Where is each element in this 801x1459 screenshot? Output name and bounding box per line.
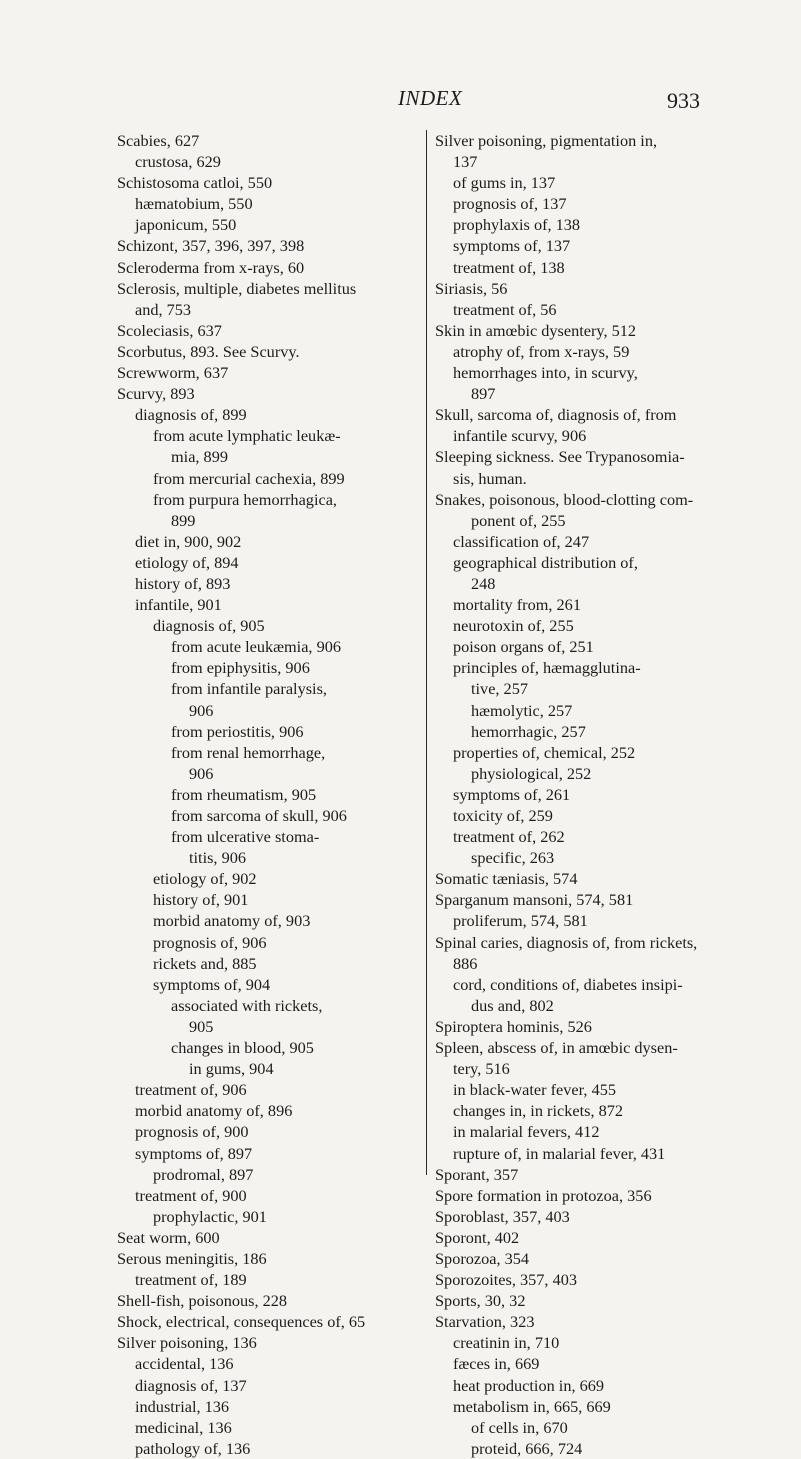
index-entry: Sporant, 357 xyxy=(435,1164,519,1184)
index-entry: Skin in amœbic dysentery, 512 xyxy=(435,320,637,340)
index-entry: 906 xyxy=(189,700,214,720)
index-entry: Sporont, 402 xyxy=(435,1227,520,1247)
index-entry: fæces in, 669 xyxy=(453,1354,540,1374)
index-entry: Sporozoites, 357, 403 xyxy=(435,1270,577,1290)
index-entry: treatment of, 189 xyxy=(135,1270,247,1290)
index-entry: Skull, sarcoma of, diagnosis of, from xyxy=(435,405,677,425)
index-entry: proteid, 666, 724 xyxy=(471,1438,583,1458)
index-entry: poison organs of, 251 xyxy=(453,637,594,657)
index-entry: changes in blood, 905 xyxy=(171,1038,314,1058)
index-entry: 906 xyxy=(189,763,214,783)
index-entry: diagnosis of, 137 xyxy=(135,1375,247,1395)
running-head: INDEX xyxy=(398,86,463,110)
index-entry: Sporoblast, 357, 403 xyxy=(435,1206,570,1226)
index-entry: from sarcoma of skull, 906 xyxy=(171,806,347,825)
index-entry: neurotoxin of, 255 xyxy=(453,616,574,636)
index-entry: atrophy of, from x-rays, 59 xyxy=(453,341,630,361)
page-header xyxy=(0,86,801,116)
index-entry: mia, 899 xyxy=(171,447,228,467)
index-entry: Schistosoma catloi, 550 xyxy=(117,173,273,193)
index-entry: sis, human. xyxy=(453,468,527,488)
index-entry: Silver poisoning, pigmentation in, xyxy=(435,131,658,150)
index-entry: in gums, 904 xyxy=(189,1059,274,1079)
index-entry: from mercurial cachexia, 899 xyxy=(153,468,345,488)
index-entry: principles of, hæmagglutina- xyxy=(453,658,641,678)
index-entry: Scoleciasis, 637 xyxy=(117,320,222,340)
index-entry: dus and, 802 xyxy=(471,995,554,1015)
index-entry: Starvation, 323 xyxy=(435,1312,535,1332)
index-entry: Siriasis, 56 xyxy=(435,278,508,298)
index-entry: from purpura hemorrhagica, xyxy=(153,489,337,509)
index-entry: cord, conditions of, diabetes insipi- xyxy=(453,974,683,994)
index-entry: etiology of, 902 xyxy=(153,869,257,889)
index-entry: mortality from, 261 xyxy=(453,595,581,615)
index-entry: prodromal, 897 xyxy=(153,1164,254,1184)
index-entry: symptoms of, 261 xyxy=(453,784,571,804)
index-entry: Spore formation in protozoa, 356 xyxy=(435,1185,652,1205)
index-entry: Sleeping sickness. See Trypanosomia- xyxy=(435,447,685,467)
index-entry: 899 xyxy=(171,510,196,530)
index-entry: from acute lymphatic leukæ- xyxy=(153,426,341,446)
index-entry: associated with rickets, xyxy=(171,995,323,1015)
index-entry: changes in, in rickets, 872 xyxy=(453,1101,624,1121)
index-column-left xyxy=(117,130,413,1459)
page-number: 933 xyxy=(667,88,700,113)
index-entry: physiological, 252 xyxy=(471,763,592,783)
index-entry: Scabies, 627 xyxy=(117,131,200,150)
index-entry: heat production in, 669 xyxy=(453,1375,605,1395)
index-entry: proliferum, 574, 581 xyxy=(453,911,588,931)
index-entry: Snakes, poisonous, blood-clotting com- xyxy=(435,489,694,509)
index-entry: Sports, 30, 32 xyxy=(435,1291,526,1311)
index-entry: from acute leukæmia, 906 xyxy=(171,637,341,657)
index-entry: specific, 263 xyxy=(471,848,555,868)
index-entry: of gums in, 137 xyxy=(453,173,556,193)
index-entry: hæmatobium, 550 xyxy=(135,194,253,214)
index-entry: treatment of, 906 xyxy=(135,1080,247,1100)
index-entry: infantile scurvy, 906 xyxy=(453,426,587,446)
index-entry: from rheumatism, 905 xyxy=(171,784,317,804)
index-entry: industrial, 136 xyxy=(135,1396,230,1416)
index-entry: pathology of, 136 xyxy=(135,1438,251,1458)
index-entry: from infantile paralysis, xyxy=(171,679,327,699)
index-entry: Sparganum mansoni, 574, 581 xyxy=(435,890,634,910)
index-entry: symptoms of, 137 xyxy=(453,236,571,256)
index-entry: history of, 893 xyxy=(135,573,231,593)
index-entry: prognosis of, 900 xyxy=(135,1122,249,1142)
index-entry: prognosis of, 137 xyxy=(453,194,567,214)
index-entry: Sporozoa, 354 xyxy=(435,1248,530,1268)
index-entry: 905 xyxy=(189,1016,214,1036)
index-entry: accidental, 136 xyxy=(135,1354,234,1374)
index-entry: Silver poisoning, 136 xyxy=(117,1333,257,1353)
index-entry: japonicum, 550 xyxy=(135,215,237,235)
index-entry: 897 xyxy=(471,384,496,404)
index-entry: history of, 901 xyxy=(153,890,249,910)
index-entry: toxicity of, 259 xyxy=(453,806,553,825)
index-entry: symptoms of, 897 xyxy=(135,1143,253,1163)
index-entry: geographical distribution of, xyxy=(453,552,638,572)
index-entry: Somatic tæniasis, 574 xyxy=(435,869,578,889)
index-columns xyxy=(117,130,742,1458)
index-entry: Scorbutus, 893. See Scurvy. xyxy=(117,341,300,361)
index-entry: Schizont, 357, 396, 397, 398 xyxy=(117,236,305,256)
index-entry: treatment of, 138 xyxy=(453,257,565,277)
index-entry: titis, 906 xyxy=(189,848,246,868)
index-entry: Seat worm, 600 xyxy=(117,1227,220,1247)
index-entry: diagnosis of, 905 xyxy=(153,616,265,636)
index-entry: from periostitis, 906 xyxy=(171,721,304,741)
index-entry: crustosa, 629 xyxy=(135,152,221,172)
index-entry: morbid anatomy of, 896 xyxy=(135,1101,293,1121)
index-entry: Spleen, abscess of, in amœbic dysen- xyxy=(435,1038,678,1058)
index-entry: Scurvy, 893 xyxy=(117,384,195,404)
index-entry: from epiphysitis, 906 xyxy=(171,658,310,678)
index-entry: in malarial fevers, 412 xyxy=(453,1122,600,1142)
index-entry: rickets and, 885 xyxy=(153,953,257,973)
index-entry: metabolism in, 665, 669 xyxy=(453,1396,611,1416)
index-entry: etiology of, 894 xyxy=(135,552,239,572)
column-divider xyxy=(426,130,427,1175)
index-entry: prognosis of, 906 xyxy=(153,932,267,952)
index-entry: hæmolytic, 257 xyxy=(471,700,573,720)
index-entry: treatment of, 262 xyxy=(453,827,565,847)
index-entry: symptoms of, 904 xyxy=(153,974,271,994)
index-entry: Screwworm, 637 xyxy=(117,363,229,383)
index-entry: from ulcerative stoma- xyxy=(171,827,320,847)
index-entry: classification of, 247 xyxy=(453,531,590,551)
index-entry: Spinal caries, diagnosis of, from rickets, xyxy=(435,932,698,952)
index-entry: tery, 516 xyxy=(453,1059,510,1079)
index-entry: diet in, 900, 902 xyxy=(135,531,242,551)
index-entry: prophylactic, 901 xyxy=(153,1206,267,1226)
index-entry: Serous meningitis, 186 xyxy=(117,1248,267,1268)
index-entry: properties of, chemical, 252 xyxy=(453,742,636,762)
index-entry: Sclerosis, multiple, diabetes mellitus xyxy=(117,278,357,298)
index-entry: tive, 257 xyxy=(471,679,528,699)
index-entry: morbid anatomy of, 903 xyxy=(153,911,311,931)
index-entry: hemorrhages into, in scurvy, xyxy=(453,363,638,383)
index-entry: treatment of, 56 xyxy=(453,299,557,319)
index-entry: prophylaxis of, 138 xyxy=(453,215,581,235)
index-entry: ponent of, 255 xyxy=(471,510,566,530)
index-entry: of cells in, 670 xyxy=(471,1417,568,1437)
index-entry: Scleroderma from x-rays, 60 xyxy=(117,257,305,277)
index-column-right xyxy=(435,130,731,1459)
index-entry: 248 xyxy=(471,573,496,593)
index-entry: medicinal, 136 xyxy=(135,1417,232,1437)
index-entry: and, 753 xyxy=(135,299,192,319)
index-entry: diagnosis of, 899 xyxy=(135,405,247,425)
index-entry: creatinin in, 710 xyxy=(453,1333,560,1353)
index-entry: hemorrhagic, 257 xyxy=(471,721,586,741)
index-entry: infantile, 901 xyxy=(135,595,222,615)
index-entry: from renal hemorrhage, xyxy=(171,742,326,762)
index-entry: Spiroptera hominis, 526 xyxy=(435,1016,592,1036)
index-entry: rupture of, in malarial fever, 431 xyxy=(453,1143,666,1163)
index-entry: Shell-fish, poisonous, 228 xyxy=(117,1291,288,1311)
index-entry: treatment of, 900 xyxy=(135,1185,247,1205)
index-entry: Shock, electrical, consequences of, 65 xyxy=(117,1312,366,1332)
index-entry: in black-water fever, 455 xyxy=(453,1080,616,1100)
index-entry: 886 xyxy=(453,953,478,973)
index-entry: 137 xyxy=(453,152,478,172)
